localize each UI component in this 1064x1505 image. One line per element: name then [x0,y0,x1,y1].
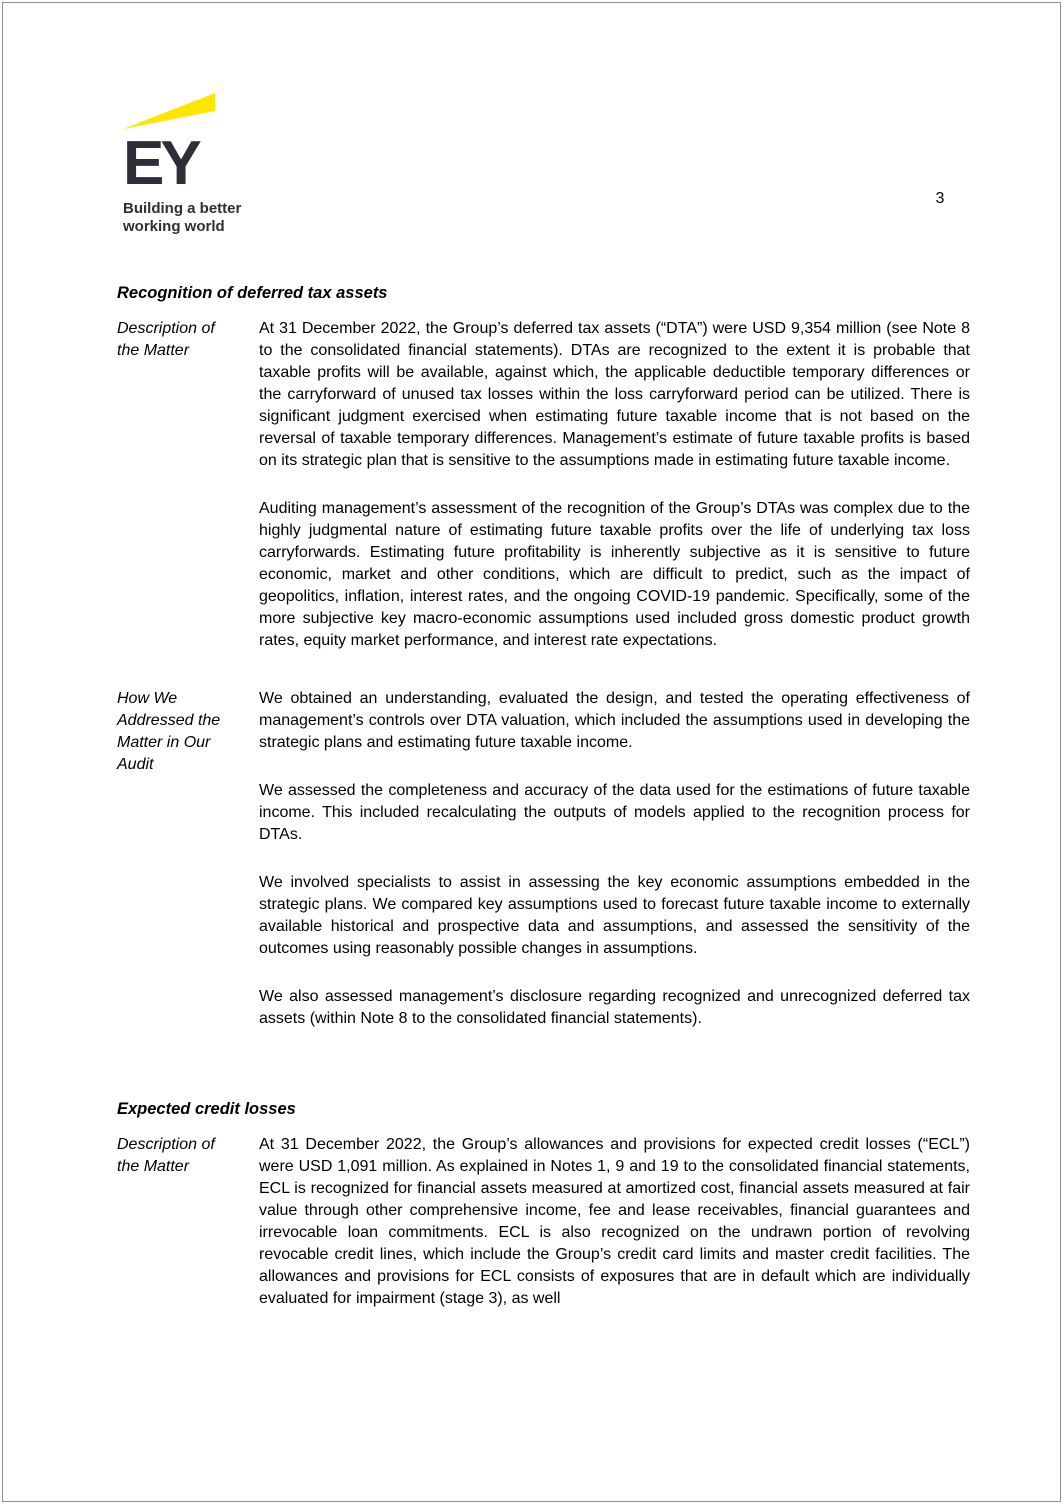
ey-logo [123,93,263,235]
section-heading: Expected credit losses [117,1100,296,1118]
page-number: 3 [935,190,945,207]
section-deferred-tax-assets [117,284,970,1030]
paragraph: We involved specialists to assist in assessing the key economic assumptions embedded in the strategic plans. We compared key assumptions used to forecast future taxable income to externally available historical and prospective data and assumptions, and assessed the sensitivity of the outcomes using reasonably possible changes in assumptions. [259,874,970,957]
block-body [259,688,970,1030]
section-expected-credit-losses [117,1100,970,1310]
block-label: How We Addressed the Matter in Our Audit [117,690,221,773]
section-heading: Recognition of deferred tax assets [117,284,388,302]
ey-tagline [123,200,263,235]
ey-logo-letters: EY [123,129,198,198]
paragraph: We obtained an understanding, evaluated the design, and tested the operating effectiveness of management’s controls over DTA valuation, which included the assumptions used in developing the strategic plans and estimating future taxable income. [259,690,970,751]
block-description-of-the-matter [117,1134,970,1310]
paragraph: We assessed the completeness and accuracy of the data used for the estimations of future taxable income. This included recalculating the outputs of models applied to the recognition process for DTAs. [259,782,970,843]
ey-beam-icon [123,93,216,130]
block-description-of-the-matter [117,318,970,652]
paragraph: At 31 December 2022, the Group’s allowances and provisions for expected credit losses (“ECL”) were USD 1,091 million. As explained in Notes 1, 9 and 19 to the consolidated financial statements, ECL is recognized for financial assets measured at amortized cost, financial assets measured at fair value through other comprehensive income, fee and lease receivables, financial guarantees and irrevocable loan commitments. ECL is also recognized on the undrawn portion of revolving revocable credit lines, which include the Group’s credit card limits and master credit facilities. The allowances and provisions for ECL consists of exposures that are in default which are individually evaluated for impairment (stage 3), as well [259,1136,970,1307]
report-content [117,284,970,1310]
ey-tagline-line2: working world [123,217,225,235]
paragraph: Auditing management’s assessment of the recognition of the Group’s DTAs was complex due to the highly judgmental nature of estimating future taxable profits over the life of underlying tax loss carryforwards. Estimating future profitability is inherently subjective as it is sensitive to future economic, market and other conditions, which are difficult to predict, such as the impact of geopolitics, inflation, interest rates, and the ongoing COVID-19 pandemic. Specifically, some of the more subjective key macro-economic assumptions used included gross domestic product growth rates, equity market performance, and interest rate expectations. [259,500,970,649]
block-body [259,318,970,652]
block-body [259,1134,970,1310]
block-label: Description of the Matter [117,1136,215,1175]
ey-tagline-line1: Building a better [123,200,242,217]
paragraph: At 31 December 2022, the Group’s deferred tax assets (“DTA”) were USD 9,354 million (see Note 8 to the consolidated financial statements). DTAs are recognized to the extent it is probable that taxable profits will be available, against which, the applicable deductible temporary differences or the carryforward of unused tax losses within the loss carryforward period can be utilized. There is significant judgment exercised when estimating future taxable income that is not based on the reversal of taxable temporary differences. Management’s estimate of future taxable profits is based on its strategic plan that is sensitive to the assumptions made in estimating future taxable income. [259,320,970,469]
block-label: Description of the Matter [117,320,215,359]
block-how-we-addressed [117,688,970,1030]
paragraph: We also assessed management’s disclosure regarding recognized and unrecognized deferred tax assets (within Note 8 to the consolidated financial statements). [259,988,970,1027]
